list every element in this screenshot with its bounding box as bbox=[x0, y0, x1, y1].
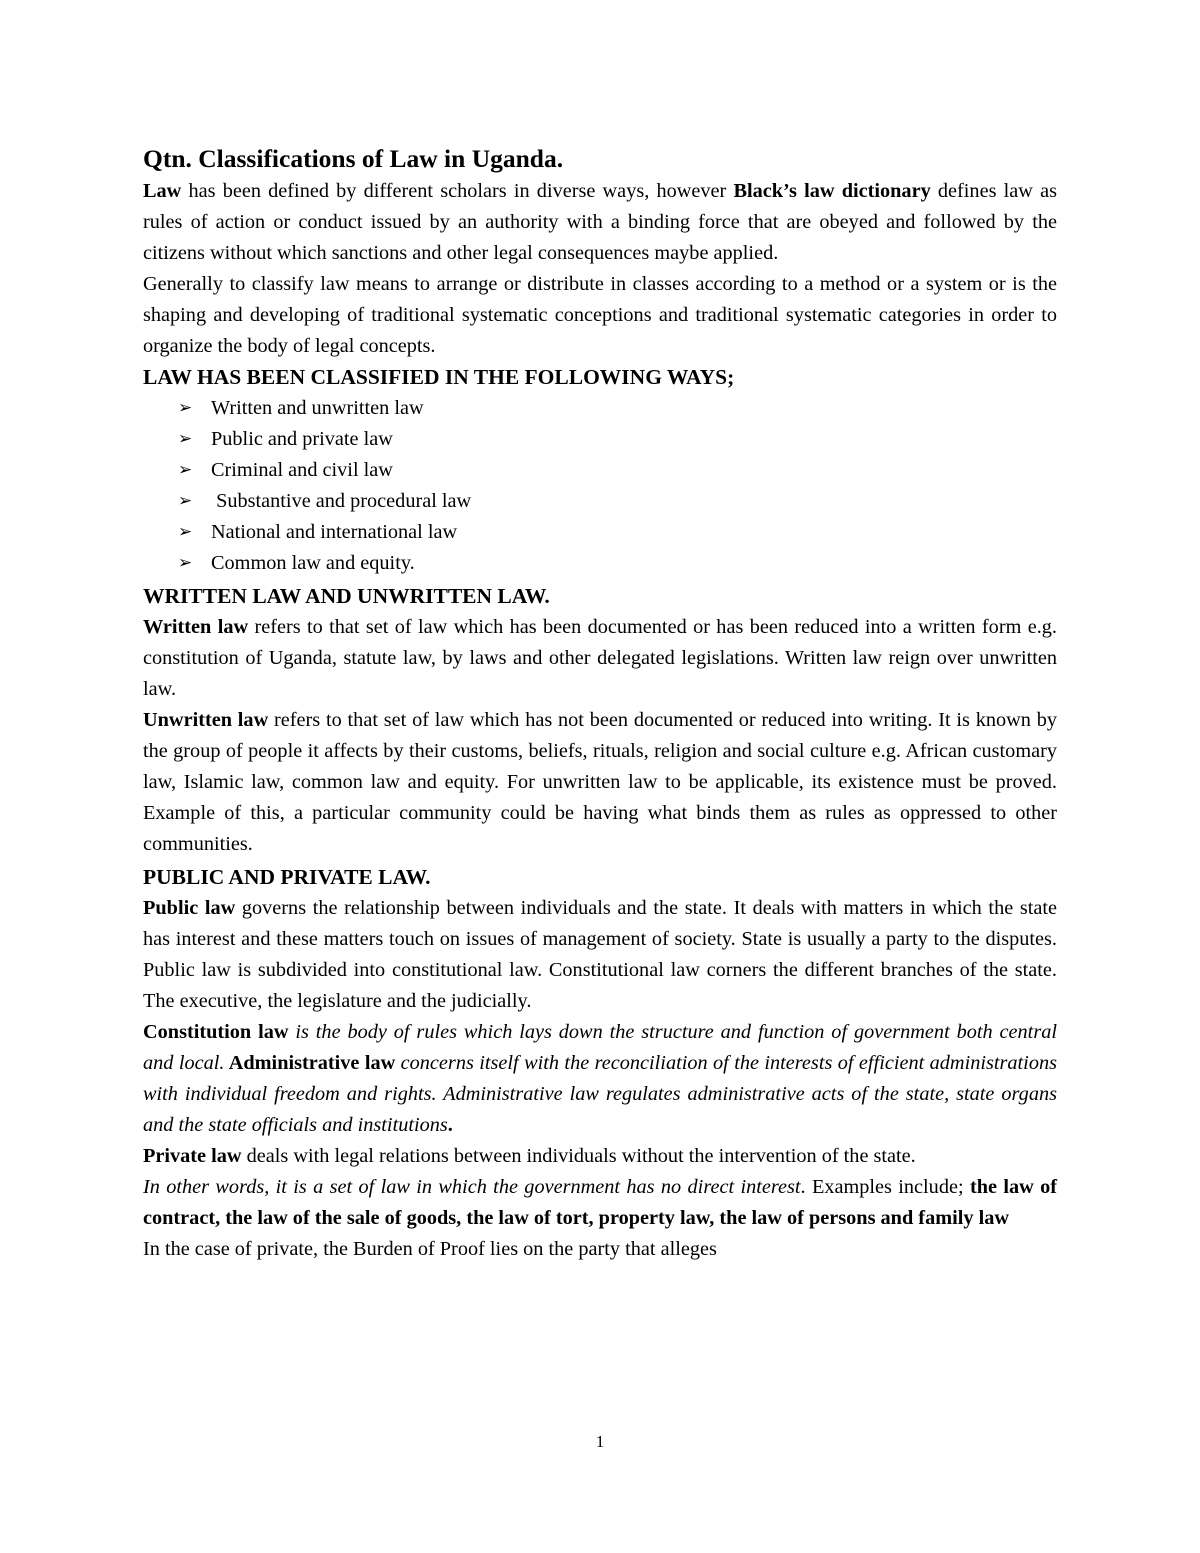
intro-paragraph bbox=[143, 176, 1057, 269]
list-item bbox=[178, 517, 1057, 548]
intro-text-2: defines law as rules of action or conduct issued by an authority with a binding force that are obeyed and followed by the citizens without which sanctions and other legal consequences maybe applied. bbox=[143, 180, 1057, 264]
list-item bbox=[178, 455, 1057, 486]
unwritten-law-paragraph bbox=[143, 705, 1057, 860]
list-item-text: National and international law bbox=[211, 521, 458, 543]
classified-heading: LAW HAS BEEN CLASSIFIED IN THE FOLLOWING WAYS; bbox=[143, 365, 735, 389]
law-term: Law bbox=[143, 180, 182, 202]
list-item bbox=[178, 393, 1057, 424]
administrative-law-text: concerns itself with the reconciliation of the interests of efficient administrations with individual freedom and rights. Administrative law regulates administrative acts of the state, state organs and the state officials and institutions bbox=[143, 1052, 1057, 1136]
classification-list bbox=[143, 393, 1057, 579]
constitution-law-text: is the body of rules which lays down the structure and function of government both central and local. bbox=[143, 1021, 1057, 1074]
burden-of-proof-paragraph: In the case of private, the Burden of Proof lies on the party that alleges bbox=[143, 1238, 717, 1260]
classify-paragraph: Generally to classify law means to arrange or distribute in classes according to a method or a system or is the shaping and developing of traditional systematic conceptions and traditional systematic categories in order to organize the body of legal concepts. bbox=[143, 273, 1057, 357]
blacks-dictionary-term: Black’s law dictionary bbox=[733, 180, 931, 202]
arrowhead-bullet-icon: ➢ bbox=[178, 553, 193, 573]
document-body bbox=[143, 142, 1057, 1265]
list-item-text: Written and unwritten law bbox=[211, 397, 424, 419]
public-law-term: Public law bbox=[143, 897, 236, 919]
private-law-paragraph bbox=[143, 1141, 1057, 1234]
written-law-term: Written law bbox=[143, 616, 249, 638]
examples-list: the law of contract, the law of the sale of goods, the law of tort, property law, the law of persons and family law bbox=[143, 1176, 1057, 1229]
unwritten-law-term: Unwritten law bbox=[143, 709, 269, 731]
list-item bbox=[178, 548, 1057, 579]
list-item-text: Public and private law bbox=[211, 428, 393, 450]
constitution-law-paragraph bbox=[143, 1017, 1057, 1141]
intro-text-1: has been defined by different scholars in diverse ways, however bbox=[181, 180, 734, 202]
administrative-law-end: . bbox=[447, 1114, 453, 1136]
private-law-text: deals with legal relations between individuals without the intervention of the state. bbox=[241, 1145, 916, 1167]
written-law-heading: WRITTEN LAW AND UNWRITTEN LAW. bbox=[143, 584, 550, 608]
administrative-law-term: Administrative law bbox=[224, 1052, 396, 1074]
arrowhead-bullet-icon: ➢ bbox=[178, 491, 193, 511]
public-law-paragraph bbox=[143, 893, 1057, 1017]
list-item-text: Common law and equity. bbox=[211, 552, 415, 574]
unwritten-law-text: refers to that set of law which has not been documented or reduced into writing. It is known by the group of people it affects by their customs, beliefs, rituals, religion and social culture e.g. African customary law, Islamic law, common law and equity. For unwritten law to be applicable, its existence must be proved. Example of this, a particular community could be having what binds them as rules as oppressed to other communities. bbox=[143, 709, 1057, 855]
arrowhead-bullet-icon: ➢ bbox=[178, 460, 193, 480]
list-item-text: Substantive and procedural law bbox=[211, 490, 472, 512]
written-law-text: refers to that set of law which has been documented or has been reduced into a written form e.g. constitution of Uganda, statute law, by laws and other delegated legislations. Written law reign over unwritten law. bbox=[143, 616, 1057, 700]
public-private-heading: PUBLIC AND PRIVATE LAW. bbox=[143, 865, 431, 889]
written-law-paragraph bbox=[143, 612, 1057, 705]
arrowhead-bullet-icon: ➢ bbox=[178, 398, 193, 418]
list-item bbox=[178, 486, 1057, 517]
examples-lead: . Examples include; bbox=[800, 1176, 970, 1198]
document-title: Qtn. Classifications of Law in Uganda. bbox=[143, 144, 564, 173]
arrowhead-bullet-icon: ➢ bbox=[178, 522, 193, 542]
arrowhead-bullet-icon: ➢ bbox=[178, 429, 193, 449]
private-law-italic: In other words, it is a set of law in which the government has no direct interest bbox=[143, 1176, 801, 1198]
list-item-text: Criminal and civil law bbox=[211, 459, 393, 481]
list-item bbox=[178, 424, 1057, 455]
page-number: 1 bbox=[595, 1432, 605, 1451]
private-law-term: Private law bbox=[143, 1145, 242, 1167]
public-law-text: governs the relationship between individuals and the state. It deals with matters in which the state has interest and these matters touch on issues of management of society. State is usually a party to the disputes. Public law is subdivided into constitutional law. Constitutional law corners the different branches of the state. The executive, the legislature and the judicially. bbox=[143, 897, 1057, 1012]
constitution-law-term: Constitution law bbox=[143, 1021, 289, 1043]
